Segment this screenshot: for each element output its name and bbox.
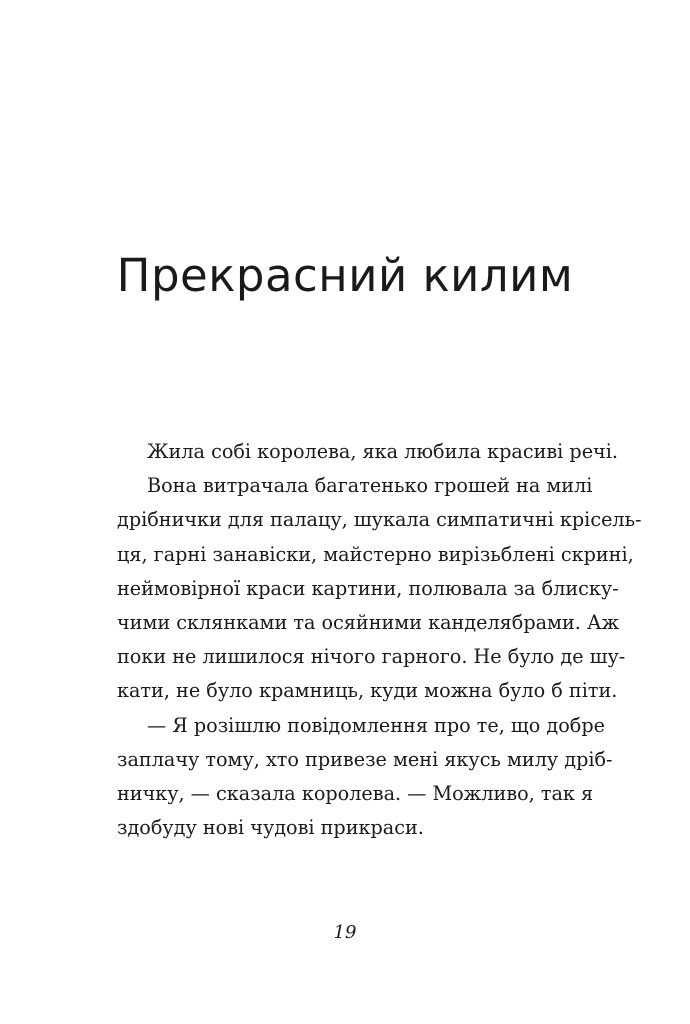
text-line: ничку, — сказала королева. — Можливо, так я (117, 782, 594, 806)
text-line: Жила собі королева, яка любила красиві речі. (147, 440, 618, 463)
chapter-title: Прекрасний килим (116, 249, 574, 302)
text-line: кати, не було крамниць, куди можна було б піти. (117, 679, 618, 703)
text-line: Вона витрачала багатенько грошей на милі (147, 474, 593, 498)
text-line: неймовірної краси картини, полювала за блиску- (117, 576, 619, 600)
text-line: заплачу тому, хто привезе мені якусь милу дріб- (117, 747, 613, 771)
text-line: ця, гарні занавіски, майстерно вирізьблені скрині, (117, 542, 634, 566)
text-line: дрібнички для палацу, шукала симпатичні крісель- (117, 508, 642, 532)
chapter-body-text (117, 435, 642, 845)
text-line: здобуду нові чудові прикраси. (117, 816, 424, 840)
text-line: поки не лишилося нічого гарного. Не було де шу- (117, 645, 626, 669)
text-line: — Я розішлю повідомлення про те, що добре (147, 713, 605, 737)
page-number: 19 (333, 922, 357, 943)
text-line: чими склянками та осяйними канделябрами. Аж (117, 611, 620, 635)
